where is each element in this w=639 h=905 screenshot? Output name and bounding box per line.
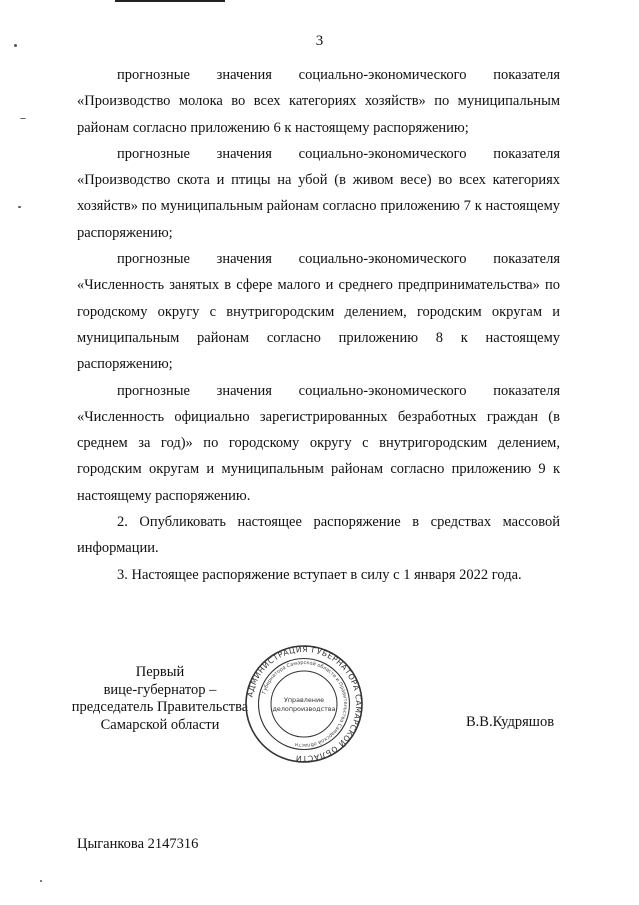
seal-outer-text: АДМИНИСТРАЦИЯ ГУБЕРНАТОРА САМАРСКОЙ ОБЛАСТИ — [245, 644, 364, 764]
top-rule — [115, 0, 225, 2]
scan-speck — [18, 206, 21, 208]
paragraph: 2. Опубликовать настоящее распоряжение в средствах массовой информации. — [77, 514, 560, 557]
paragraph: прогнозные значения социально-экономического показателя «Производство молока во всех категориях хозяйств» по муниципальным районам согласно приложению 6 к настоящему распоряжению; — [77, 67, 560, 136]
paragraph: прогнозные значения социально-экономического показателя «Производство скота и птицы на убой (в живом весе) во всех категориях хозяйств» по муниципальным районам согласно приложению 7 к настоящему распоряжению; — [77, 145, 560, 241]
paragraph: 3. Настоящее распоряжение вступает в силу с 1 января 2022 года. — [117, 566, 522, 583]
official-seal — [244, 644, 364, 764]
scan-speck — [20, 118, 26, 119]
signatory-title — [60, 664, 260, 734]
seal-inner-text: Губернатора Самарской области и Правительства Самарской области — [261, 659, 349, 749]
page-number: 3 — [315, 33, 324, 49]
signatory-name: В.В.Кудряшов — [466, 714, 555, 730]
signatory-title-line: вице-губернатор – — [103, 681, 217, 698]
signatory-title-line: Самарской области — [100, 716, 220, 733]
signatory-title-line: Первый — [135, 664, 185, 680]
seal-center-line: Управление — [283, 696, 325, 704]
executor-info: Цыганкова 2147316 — [77, 836, 199, 852]
document-body — [77, 62, 560, 588]
paragraph: прогнозные значения социально-экономического показателя «Численность официально зарегистрированных безработных граждан (в среднем за год)» по городскому округу с внутригородским делением, городским округам и муниципальным районам согласно приложению 9 к настоящему распоряжению. — [77, 382, 560, 504]
scan-speck — [40, 880, 42, 882]
seal-center-line: делопроизводства — [272, 705, 336, 713]
signatory-title-line: председатель Правительства — [71, 699, 249, 715]
paragraph: прогнозные значения социально-экономического показателя «Численность занятых в сфере малого и среднего предпринимательства» по городскому округу с внутригородским делением, городским округам и муниципальным районам согласно приложению 8 к настоящему распоряжению; — [77, 251, 560, 373]
